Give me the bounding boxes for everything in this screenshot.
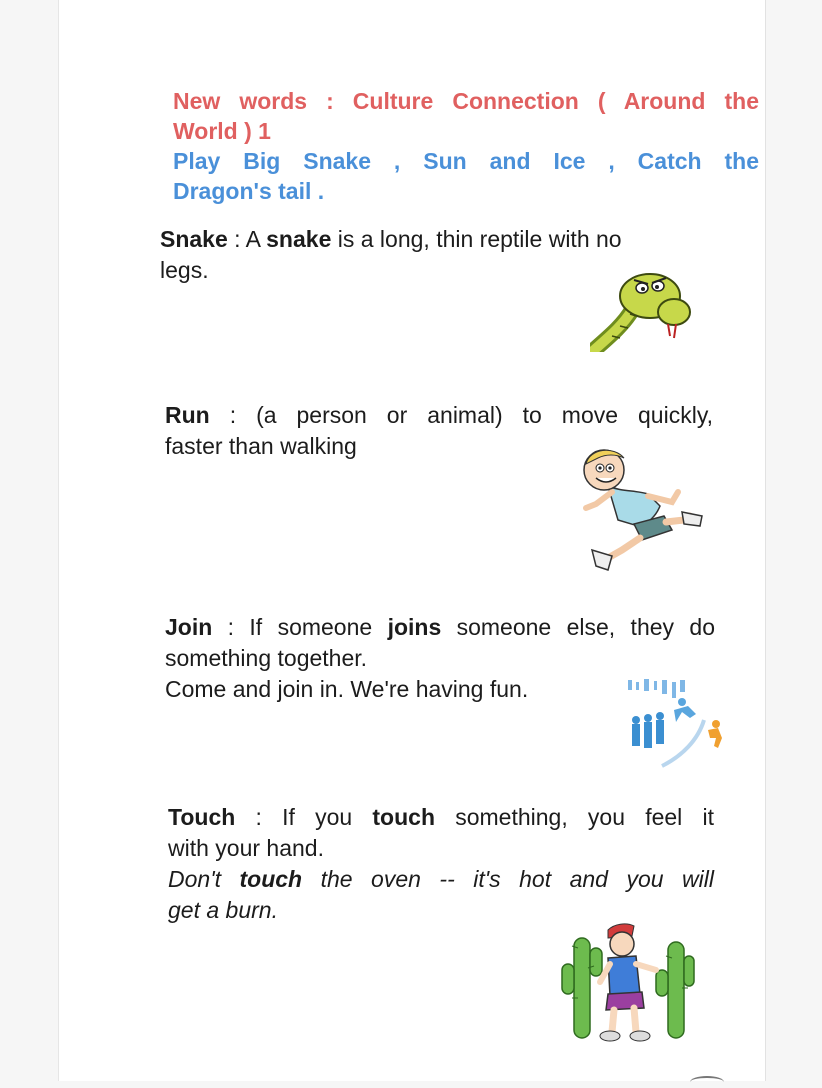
touch-example-bold: touch (239, 866, 303, 892)
touch-example (168, 864, 714, 895)
snake-def-sep: : A (227, 226, 267, 252)
touch-def-rest: something, you feel it (435, 804, 714, 830)
term-join: Join (165, 614, 213, 640)
join-def-rest: someone else, they do (441, 614, 715, 640)
run-def: : (a person or animal) to move quickly, (209, 402, 713, 428)
touch-example-pre: Don't (168, 866, 240, 892)
term-run: Run (165, 402, 210, 428)
snake-illustration (590, 266, 700, 352)
joining-group-illustration (622, 676, 726, 772)
join-bold-word: joins (387, 614, 442, 640)
boy-touching-cactus-illustration (560, 908, 696, 1048)
snake-bold-word: snake (266, 226, 332, 252)
header-subtitle-line1: Play Big Snake , Sun and Ice , Catch the (173, 148, 759, 174)
header-title-line2: World ) 1 (173, 118, 271, 144)
touch-def-sep: : If you (235, 804, 373, 830)
snake-def-line2: legs. (160, 257, 209, 283)
snake-def-rest: is a long, thin reptile with no (331, 226, 622, 252)
join-def-line2: something together. (165, 645, 368, 671)
join-example: Come and join in. We're having fun. (165, 676, 529, 702)
page-edge-mark (690, 1076, 724, 1088)
lesson-header (173, 86, 759, 206)
touch-example-line2: get a burn. (168, 897, 278, 923)
running-boy-illustration (578, 446, 708, 576)
header-title-line1: New words : Culture Connection ( Around the (173, 88, 759, 114)
header-subtitle-line2: Dragon's tail . (173, 178, 325, 204)
touch-example-rest: the oven -- it's hot and you will (302, 866, 714, 892)
term-snake: Snake (160, 226, 228, 252)
term-touch: Touch (168, 804, 236, 830)
join-def-sep: : If someone (212, 614, 388, 640)
touch-bold-word: touch (372, 804, 435, 830)
run-def-line2: faster than walking (165, 433, 357, 459)
touch-def-line2: with your hand. (168, 835, 324, 861)
